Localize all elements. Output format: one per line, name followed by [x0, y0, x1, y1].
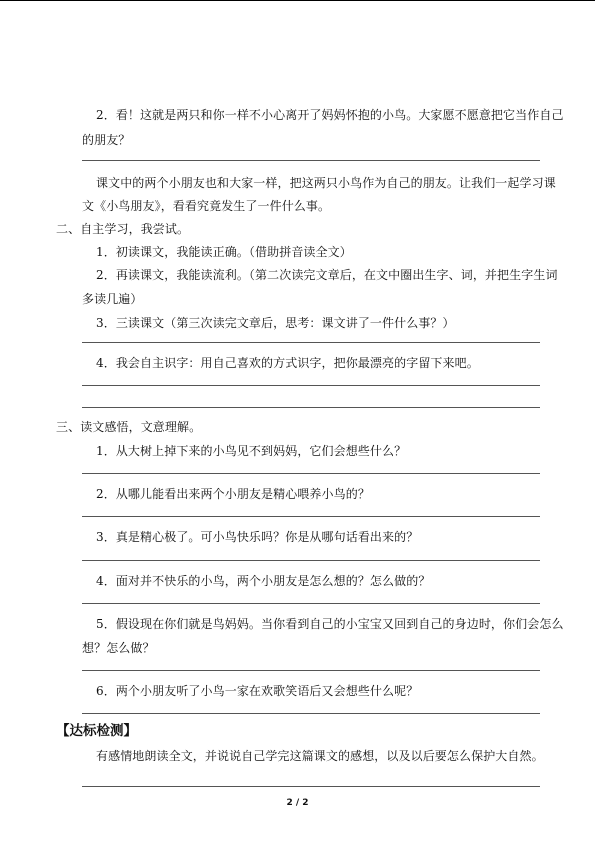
answer-line — [82, 603, 540, 604]
section-three-q2: 2．从哪儿能看出来两个小朋友是精心喂养小鸟的？ — [96, 487, 370, 501]
section-three-q5-line2: 想？怎么做？ — [82, 641, 155, 655]
check-section-title: 【达标检测】 — [56, 723, 137, 739]
intro-paragraph-line1: 课文中的两个小朋友也和大家一样，把这两只小鸟作为自己的朋友。让我们一起学习课 — [96, 176, 556, 190]
section-two-item-2-line1: 2．再读课文，我能读流利。（第二次读完文章后，在文中圈出生字、词，并把生字生词 — [96, 268, 558, 282]
section-three-q3: 3．真是精心极了。可小鸟快乐吗？你是从哪句话看出来的？ — [96, 530, 419, 544]
answer-line — [82, 786, 540, 787]
answer-line — [82, 407, 540, 408]
section-three-q5-line1: 5．假设现在你们就是鸟妈妈。当你看到自己的小宝宝又回到自己的身边时，你们会怎么 — [96, 617, 564, 631]
section-three-q4: 4．面对并不快乐的小鸟，两个小朋友是怎么想的？怎么做的？ — [96, 574, 431, 588]
intro-paragraph-line2: 文《小鸟朋友》，看看究竟发生了一件什么事。 — [82, 199, 331, 213]
section-three-q6: 6．两个小朋友听了小鸟一家在欢歌笑语后又会想些什么呢？ — [96, 684, 419, 698]
question-2-line2: 的朋友？ — [82, 133, 131, 147]
question-2-line1: 2．看！这就是两只和你一样不小心离开了妈妈怀抱的小鸟。大家愿不愿意把它当作自己 — [96, 108, 564, 122]
section-two-item-2-line2: 多读几遍） — [82, 292, 143, 306]
section-two-title: 二、自主学习，我尝试。 — [56, 222, 190, 236]
answer-line — [82, 385, 540, 386]
answer-line — [82, 342, 540, 343]
section-two-item-1: 1．初读课文，我能读正确。（借助拼音读全文） — [96, 245, 352, 259]
answer-line — [82, 160, 540, 161]
page-number: 2 / 2 — [286, 798, 309, 808]
section-two-item-4: 4．我会自主识字：用自己喜欢的方式识字，把你最漂亮的字留下来吧。 — [96, 356, 479, 370]
top-rule — [0, 0, 595, 1]
answer-line — [82, 713, 540, 714]
answer-line — [82, 516, 540, 517]
section-two-item-3: 3．三读课文（第三次读完文章后，思考：课文讲了一件什么事？） — [96, 316, 455, 330]
section-three-title: 三、读文感悟，文意理解。 — [56, 420, 202, 434]
check-section-text: 有感情地朗读全文，并说说自己学完这篇课文的感想，以及以后要怎么保护大自然。 — [96, 749, 544, 763]
section-three-q1: 1．从大树上掉下来的小鸟见不到妈妈，它们会想些什么？ — [96, 444, 407, 458]
answer-line — [82, 670, 540, 671]
answer-line — [82, 560, 540, 561]
answer-line — [82, 473, 540, 474]
